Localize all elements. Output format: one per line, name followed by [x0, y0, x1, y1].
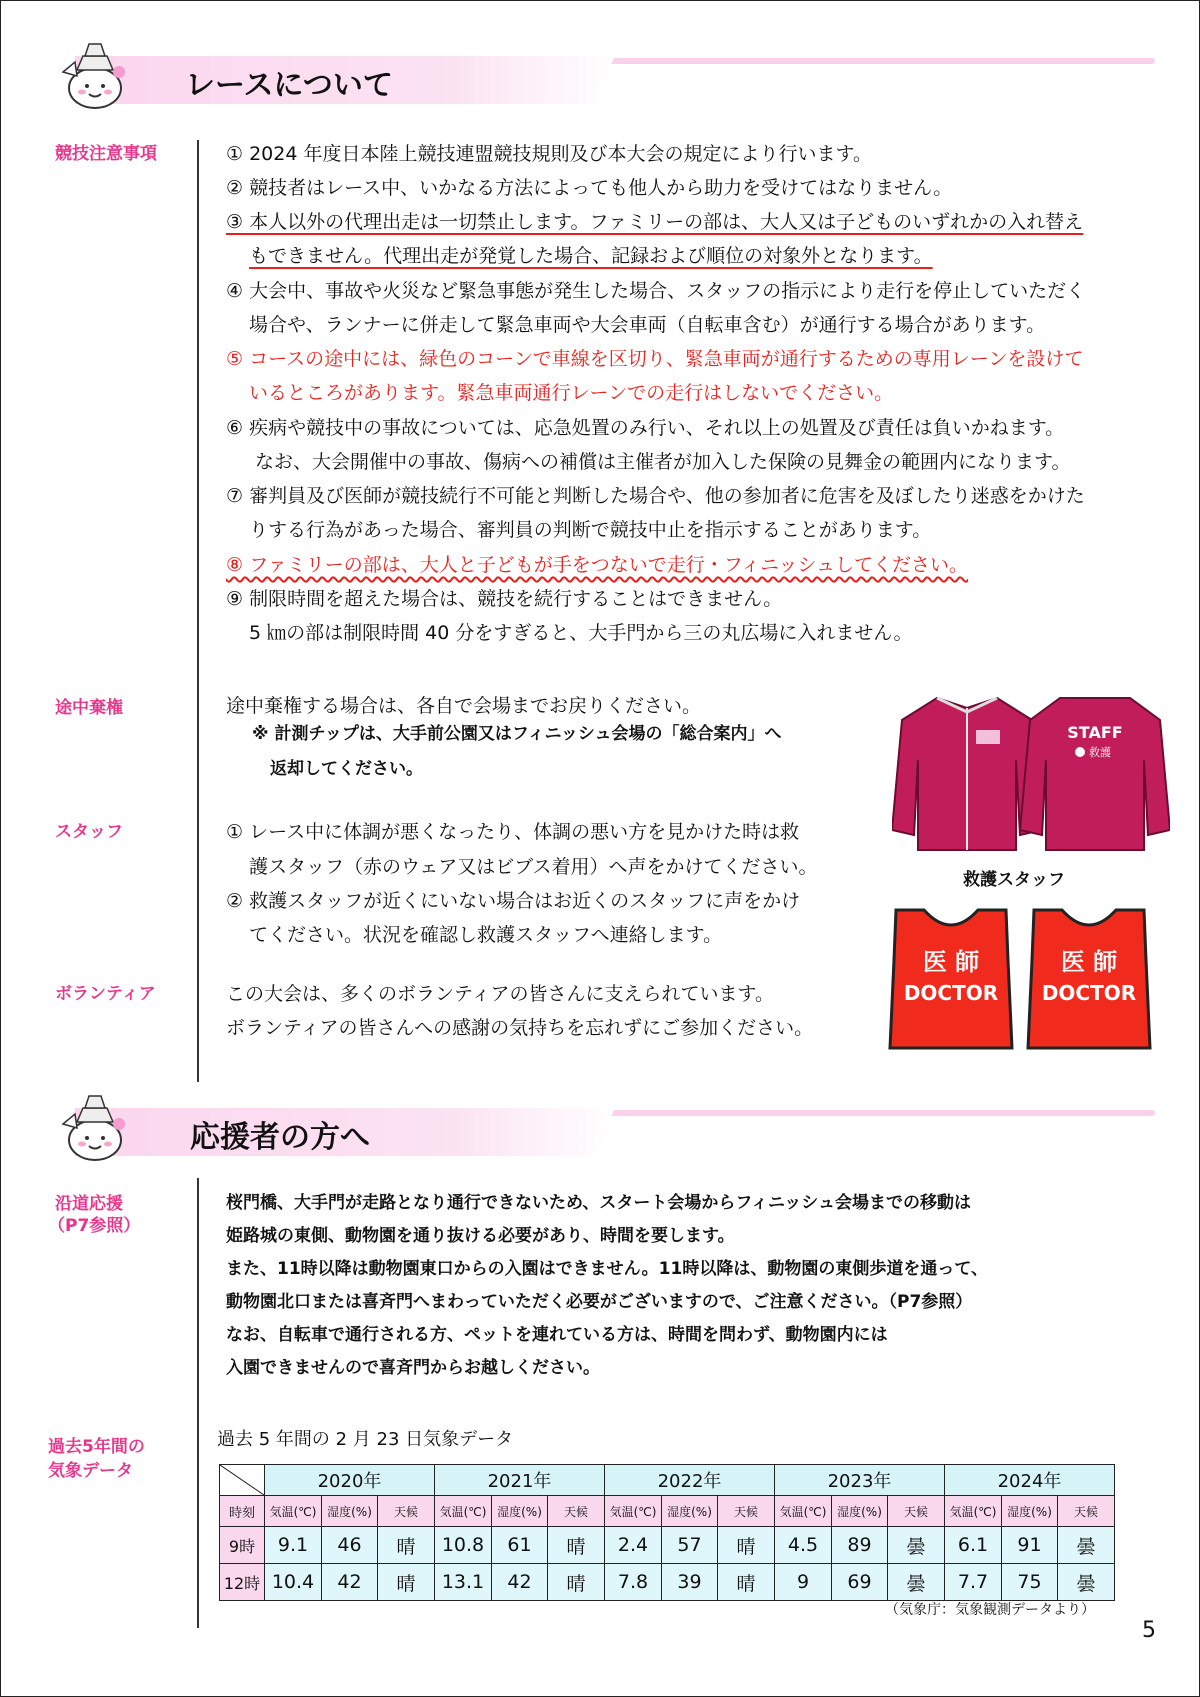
- withdraw-text: 途中棄権する場合は、各自で会場までお戻りください。: [226, 695, 702, 717]
- col-header: 湿度(%): [832, 1496, 888, 1527]
- time-cell: 12時: [220, 1564, 265, 1601]
- value-cell: 46: [322, 1527, 378, 1564]
- roadside-text: 姫路城の東側、動物園を通り抜ける必要があり、時間を要します。: [226, 1226, 735, 1246]
- label-roadside: 沿道応援: [55, 1194, 123, 1214]
- staff-text: てください。状況を確認し救護スタッフへ連絡します。: [249, 924, 723, 946]
- label-weather: 気象データ: [48, 1461, 133, 1481]
- value-cell: 6.1: [945, 1527, 1002, 1564]
- year-header: 2024年: [945, 1465, 1115, 1496]
- page-number: 5: [1142, 1618, 1156, 1643]
- rule-item: [226, 205, 1083, 239]
- rule-item: ⑥ 疾病や競技中の事故については、応急処置のみ行い、それ以上の処置及び責任は負いかねます。: [226, 417, 1065, 439]
- roadside-text: 入園できませんので喜斉門からお越しください。: [226, 1358, 600, 1378]
- rule-item: りする行為があった場合、審判員の判断で競技中止を指示することがあります。: [249, 519, 932, 541]
- col-header: 天候: [718, 1496, 775, 1527]
- diagonal-line: [220, 1465, 264, 1495]
- value-cell: 57: [662, 1527, 718, 1564]
- vest-doctor: DOCTOR: [1041, 981, 1137, 1005]
- value-cell: 2.4: [605, 1527, 662, 1564]
- weather-caption: 過去 5 年間の 2 月 23 日気象データ: [217, 1429, 514, 1450]
- castle-mascot-icon: [55, 32, 135, 112]
- weather-table: [219, 1464, 1115, 1601]
- value-cell: 75: [1002, 1564, 1058, 1601]
- value-cell: 晴: [718, 1564, 775, 1601]
- value-cell: 39: [662, 1564, 718, 1601]
- rule-item: ① 2024 年度日本陸上競技連盟競技規則及び本大会の規定により行います。: [226, 143, 872, 165]
- rule-item: ⑦ 審判員及び医師が競技続行不可能と判断した場合や、他の参加者に危害を及ぼしたり迷惑をかけた: [226, 485, 1085, 507]
- col-header: 天候: [1058, 1496, 1115, 1527]
- value-cell: 9: [775, 1564, 832, 1601]
- section-title: レースについて: [185, 68, 393, 103]
- staff-text: ① レース中に体調が悪くなったり、体調の悪い方を見かけた時は救: [226, 821, 800, 843]
- roadside-text: なお、自転車で通行される方、ペットを連れている方は、時間を問わず、動物園内には: [226, 1325, 888, 1345]
- col-header: 天候: [378, 1496, 435, 1527]
- col-header: 気温(℃): [605, 1496, 662, 1527]
- rule-text: ③ 本人以外の代理出走は一切禁止します。ファミリーの部は、大人又は子どものいずれかの入れ替え: [226, 211, 1084, 233]
- value-cell: 61: [492, 1527, 548, 1564]
- jacket-staff-text: STAFF: [1067, 723, 1123, 742]
- staff-caption: 救護スタッフ: [963, 870, 1065, 890]
- vest-kanji: 医 師: [922, 948, 980, 976]
- value-cell: 晴: [378, 1527, 435, 1564]
- castle-mascot-icon: [55, 1084, 135, 1164]
- year-header: 2023年: [775, 1465, 945, 1496]
- roadside-text: 動物園北口または喜斉門へまわっていただく必要がございますので、ご注意ください。（P7参照）: [226, 1292, 973, 1312]
- withdraw-note: ※ 計測チップは、大手前公園又はフィニッシュ会場の「総合案内」へ: [252, 724, 782, 744]
- label-roadside-ref: （P7参照）: [48, 1216, 141, 1236]
- doctor-vest-image: [1024, 900, 1154, 1050]
- rule-item: 5 ㎞の部は制限時間 40 分をすぎると、大手門から三の丸広場に入れません。: [249, 622, 913, 644]
- value-cell: 10.8: [435, 1527, 492, 1564]
- section-title: 応援者の方へ: [190, 1120, 370, 1155]
- withdraw-note: 返却してください。: [270, 759, 423, 779]
- corner-cell: [220, 1465, 265, 1496]
- time-header: 時刻: [220, 1496, 265, 1527]
- label-weather: 過去5年間の: [48, 1437, 145, 1457]
- rule-item-highlight: [226, 548, 968, 582]
- value-cell: 7.7: [945, 1564, 1002, 1601]
- value-cell: 4.5: [775, 1527, 832, 1564]
- rule-item-highlight: ⑤ コースの途中には、緑色のコーンで車線を区切り、緊急車両が通行するための専用レーンを設けて: [226, 348, 1084, 370]
- value-cell: 9.1: [265, 1527, 322, 1564]
- value-cell: 晴: [718, 1527, 775, 1564]
- value-cell: 69: [832, 1564, 888, 1601]
- staff-text: 護スタッフ（赤のウェア又はビブス着用）へ声をかけてください。: [249, 856, 818, 878]
- col-header: 天候: [548, 1496, 605, 1527]
- value-cell: 曇: [888, 1564, 945, 1601]
- value-cell: 曇: [888, 1527, 945, 1564]
- label-volunteer: ボランティア: [55, 984, 156, 1004]
- roadside-text: 桜門橋、大手門が走路となり通行できないため、スタート会場からフィニッシュ会場までの移動は: [226, 1193, 971, 1213]
- rule-item: ⑨ 制限時間を超えた場合は、競技を続行することはできません。: [226, 588, 783, 610]
- value-cell: 42: [322, 1564, 378, 1601]
- rule-item: 場合や、ランナーに併走して緊急車両や大会車両（自転車含む）が通行する場合があります。: [249, 314, 1046, 336]
- staff-text: ② 救護スタッフが近くにいない場合はお近くのスタッフに声をかけ: [226, 890, 801, 912]
- value-cell: 晴: [548, 1527, 605, 1564]
- volunteer-text: ボランティアの皆さんへの感謝の気持ちを忘れずにご参加ください。: [226, 1017, 814, 1039]
- value-cell: 曇: [1058, 1527, 1115, 1564]
- rule-item: ④ 大会中、事故や火災など緊急事態が発生した場合、スタッフの指示により走行を停止していただく: [226, 280, 1086, 302]
- section-header-race: [55, 56, 1155, 104]
- year-header: 2021年: [435, 1465, 605, 1496]
- col-header: 気温(℃): [435, 1496, 492, 1527]
- value-cell: 10.4: [265, 1564, 322, 1601]
- time-cell: 9時: [220, 1527, 265, 1564]
- rule-text: ⑧ ファミリーの部は、大人と子どもが手をつないで走行・フィニッシュしてください。: [226, 554, 969, 576]
- roadside-text: また、11時以降は動物園東口からの入園はできません。11時以降は、動物園の東側歩道を通って、: [226, 1259, 988, 1279]
- staff-jacket-back-image: [1020, 690, 1170, 855]
- col-header: 気温(℃): [775, 1496, 832, 1527]
- col-header: 湿度(%): [322, 1496, 378, 1527]
- rule-item-highlight: いるところがあります。緊急車両通行レーンでの走行はしないでください。: [249, 382, 894, 404]
- jacket-sub-text: 救護: [1089, 746, 1111, 759]
- doctor-vest-image: [886, 900, 1016, 1050]
- rule-text: もできません。代理出走が発覚した場合、記録および順位の対象外となります。: [249, 245, 933, 267]
- col-header: 気温(℃): [945, 1496, 1002, 1527]
- value-cell: 89: [832, 1527, 888, 1564]
- value-cell: 晴: [378, 1564, 435, 1601]
- col-header: 湿度(%): [492, 1496, 548, 1527]
- volunteer-text: この大会は、多くのボランティアの皆さんに支えられています。: [226, 983, 774, 1005]
- weather-source: （気象庁：気象観測データより）: [885, 1602, 1095, 1618]
- year-header: 2022年: [605, 1465, 775, 1496]
- value-cell: 7.8: [605, 1564, 662, 1601]
- value-cell: 曇: [1058, 1564, 1115, 1601]
- divider-line: [197, 140, 199, 1082]
- rule-item: ② 競技者はレース中、いかなる方法によっても他人から助力を受けてはなりません。: [226, 177, 953, 199]
- label-withdraw: 途中棄権: [55, 698, 123, 718]
- year-header: 2020年: [265, 1465, 435, 1496]
- col-header: 湿度(%): [1002, 1496, 1058, 1527]
- section-header-supporters: [55, 1108, 1155, 1156]
- table-row: [220, 1527, 1115, 1564]
- value-cell: 晴: [548, 1564, 605, 1601]
- value-cell: 91: [1002, 1527, 1058, 1564]
- label-rules: 競技注意事項: [55, 144, 157, 164]
- value-cell: 42: [492, 1564, 548, 1601]
- vest-doctor: DOCTOR: [903, 981, 999, 1005]
- value-cell: 13.1: [435, 1564, 492, 1601]
- col-header: 天候: [888, 1496, 945, 1527]
- label-staff: スタッフ: [55, 822, 123, 842]
- col-header: 気温(℃): [265, 1496, 322, 1527]
- rule-item: なお、大会開催中の事故、傷病への補償は主催者が加入した保険の見舞金の範囲内になります。: [255, 451, 1071, 473]
- rule-item: [249, 239, 933, 273]
- vest-kanji: 医 師: [1060, 948, 1118, 976]
- divider-line: [197, 1178, 199, 1628]
- col-header: 湿度(%): [662, 1496, 718, 1527]
